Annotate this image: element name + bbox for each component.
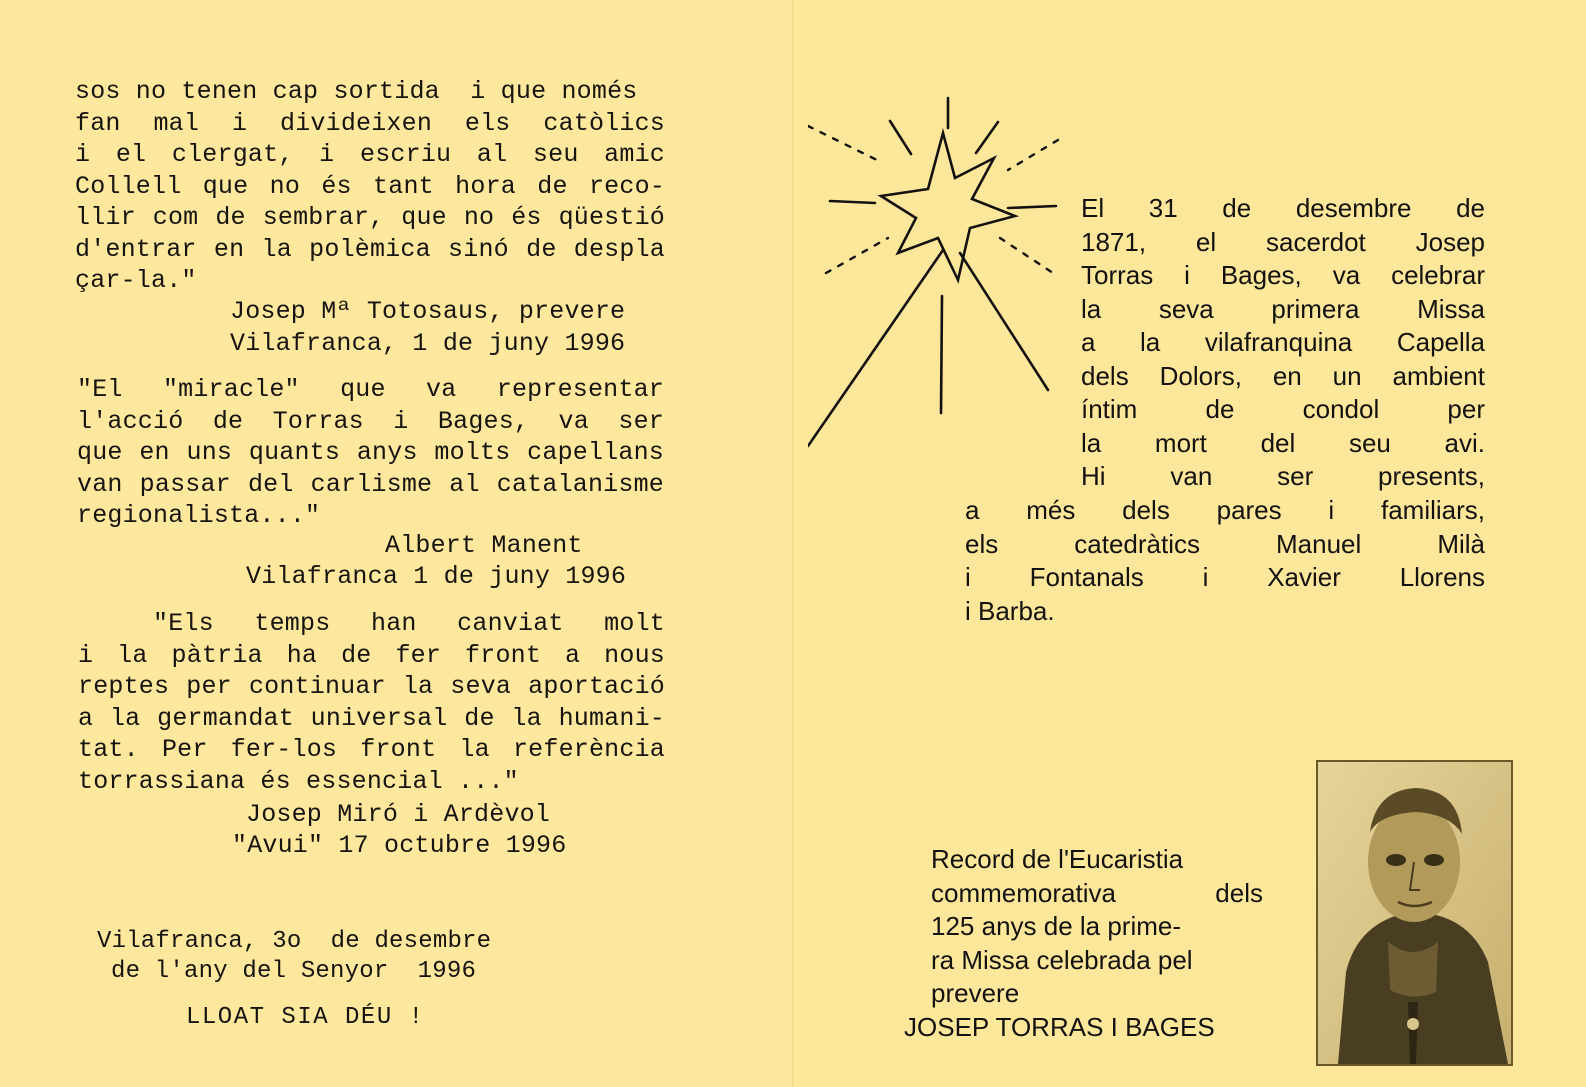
- narrative-line: dels Dolors, en un ambient: [1081, 360, 1485, 391]
- record-line: prevere: [931, 978, 1020, 1008]
- narrative-line: 1871, el sacerdot Josep: [1081, 226, 1485, 257]
- quote-1-place-date: Vilafranca, 1 de juny 1996: [230, 328, 626, 358]
- record-line: 125 anys de la prime-: [931, 911, 1182, 941]
- quote-3-line: tat. Per fer-los front la referència: [78, 735, 665, 764]
- narrative-indented: [1081, 192, 1485, 494]
- narrative-line: a la vilafranquina Capella: [1081, 327, 1485, 357]
- quote-1: [75, 76, 665, 297]
- closing-praise-block: [186, 1002, 425, 1034]
- quote-3-source-block: [232, 830, 566, 862]
- quote-3-line: reptes per continuar la seva aportació: [78, 672, 665, 701]
- narrative-line: la mort del seu avi.: [1081, 427, 1485, 458]
- quote-3-line: a la germandat universal de la humani-: [78, 703, 665, 733]
- quote-1-author: Josep Mª Totosaus, prevere: [230, 297, 626, 326]
- narrative-line: la seva primera Missa: [1081, 293, 1485, 324]
- record-line: Record de l'Eucaristia: [931, 844, 1184, 874]
- quote-2-line: van passar del carlisme al catalanisme: [77, 469, 664, 499]
- narrative-line: El 31 de desembre de: [1081, 193, 1485, 223]
- narrative-line: Torras i Bages, va celebrar: [1081, 260, 1485, 290]
- quote-1-line: llir com de sembrar, que no és qüestió: [75, 203, 665, 232]
- quote-1-line: çar-la.": [75, 266, 197, 295]
- quote-2-line: que en uns quants anys molts capellans: [77, 438, 664, 467]
- quote-2-author-block: [385, 530, 583, 562]
- portrait-figure: [1318, 762, 1511, 1064]
- narrative-last-line: i Barba.: [965, 595, 1055, 626]
- closing-date-line-1: Vilafranca, 3o de desembre: [97, 928, 492, 955]
- narrative-full: [965, 494, 1485, 628]
- quote-2-author: Albert Manent: [385, 531, 583, 560]
- quote-3-attribution: [246, 799, 550, 831]
- quote-1-line: Collell que no és tant hora de reco-: [75, 171, 665, 201]
- quote-2-line: l'acció de Torras i Bages, va ser: [77, 406, 664, 436]
- record-name: JOSEP TORRAS I BAGES: [904, 1012, 1215, 1042]
- record-caption: [931, 843, 1263, 1011]
- quote-1-line: d'entrar en la polèmica sinó de despla: [75, 234, 665, 264]
- quote-1-line: i el clergat, i escriu al seu amic: [75, 140, 665, 169]
- portrait-photo: [1316, 760, 1513, 1066]
- narrative-line: els catedràtics Manuel Milà: [965, 528, 1485, 559]
- quote-2: [77, 374, 664, 532]
- quote-3-line: i la pàtria ha de fer front a nous: [78, 640, 665, 670]
- closing-date-line-2: de l'any del Senyor 1996: [111, 958, 477, 985]
- quote-1-attribution: [230, 296, 625, 359]
- quote-3-line: "Els temps han canviat molt: [153, 609, 665, 638]
- quote-1-line: fan mal i divideixen els catòlics: [75, 108, 665, 138]
- closing-praise: LLOAT SIA DÉU !: [186, 1004, 425, 1031]
- quote-2-line: regionalista...": [77, 501, 321, 530]
- quote-3-source-date: "Avui" 17 octubre 1996: [232, 831, 567, 860]
- narrative-line: Hi van ser presents,: [1081, 461, 1485, 491]
- quote-2-place-date: Vilafranca 1 de juny 1996: [246, 562, 627, 591]
- quote-3-author: Josep Miró i Ardèvol: [246, 800, 551, 829]
- record-line: commemorativa dels: [931, 877, 1263, 908]
- record-line: ra Missa celebrada pel: [931, 944, 1193, 975]
- record-name-block: [904, 1011, 1215, 1045]
- star-of-bethlehem-icon: [808, 88, 1068, 458]
- narrative-line: a més dels pares i familiars,: [965, 495, 1485, 525]
- quote-2-line: "El "miracle" que va representar: [77, 375, 664, 404]
- quote-3: [78, 608, 665, 797]
- narrative-line: íntim de condol per: [1081, 394, 1485, 424]
- closing-date: [97, 927, 491, 987]
- quote-1-line: sos no tenen cap sortida i que només: [75, 77, 638, 106]
- quote-2-date-block: [246, 561, 626, 593]
- quote-3-line: torrassiana és essencial ...": [78, 766, 519, 796]
- narrative-line: i Fontanals i Xavier Llorens: [965, 562, 1485, 592]
- right-page: [793, 0, 1586, 1087]
